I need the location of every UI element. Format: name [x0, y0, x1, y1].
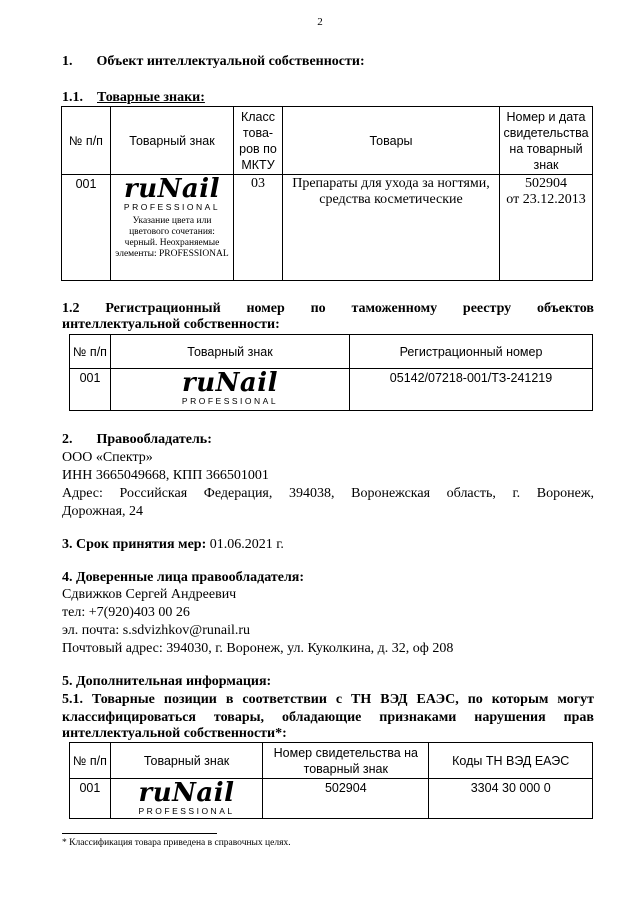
certificate-cell: 502904 — [263, 779, 429, 819]
row-num: 001 — [70, 369, 111, 411]
section-5-1-line3: интеллектуальной собственности*: — [62, 726, 287, 741]
section-5-heading: 5. Дополнительная информация: — [62, 674, 272, 689]
customs-registry-table — [69, 334, 593, 411]
trademarks-table — [61, 106, 593, 281]
section-4-heading: 4. Доверенные лица правообладателя: — [62, 570, 305, 585]
section-1-1-heading — [62, 90, 205, 106]
section-1-1-num: 1.1. — [62, 90, 83, 105]
holder-name: ООО «Спектр» — [62, 450, 153, 465]
footnote: * Классификация товара приведена в справочных целях. — [62, 838, 291, 848]
col-header-class: Класс това-ров по МКТУ — [234, 107, 283, 175]
reg-number-cell: 05142/07218-001/ТЗ-241219 — [350, 369, 593, 411]
holder-address-line2: Дорожная, 24 — [62, 504, 144, 519]
section-3-label: 3. Срок принятия мер: — [62, 537, 207, 552]
codes-cell: 3304 30 000 0 — [429, 779, 593, 819]
logo-subtitle: PROFESSIONAL — [123, 202, 221, 212]
section-2-title: Правообладатель: — [96, 432, 212, 447]
certificate-cell — [500, 175, 593, 281]
row-num: 001 — [62, 175, 111, 281]
logo-wordmark: ruNail — [124, 174, 220, 204]
col-header-num: № п/п — [62, 107, 111, 175]
col-header-trademark: Товарный знак — [110, 743, 262, 779]
section-3 — [62, 537, 284, 553]
class-cell: 03 — [234, 175, 283, 281]
logo-wordmark: ruNail — [138, 778, 235, 808]
section-1-2-line2: интеллектуальной собственности: — [62, 317, 280, 332]
runail-logo — [113, 780, 260, 816]
certificate-number: 502904 — [525, 176, 567, 191]
table-row — [62, 175, 593, 281]
runail-logo — [113, 370, 347, 406]
trustee-email: эл. почта: s.sdvizhkov@runail.ru — [62, 623, 251, 638]
goods-cell: Препараты для ухода за ногтями, средства косметические — [283, 175, 500, 281]
runail-logo — [113, 176, 231, 212]
holder-address-line1: Адрес: Российская Федерация, 394038, Воронежская область, г. Воронеж, — [62, 486, 594, 501]
trustee-name: Сдвижков Сергей Андреевич — [62, 587, 237, 602]
section-1-title: Объект интеллектуальной собственности: — [96, 54, 365, 69]
col-header-goods: Товары — [283, 107, 500, 175]
table-header-row — [70, 335, 593, 369]
section-1-1-title: Товарные знаки: — [97, 90, 205, 105]
section-1-num: 1. — [62, 54, 73, 69]
trademark-cell — [111, 369, 350, 411]
section-2-heading — [62, 432, 212, 448]
col-header-certificate: Номер свидетельства на товарный знак — [263, 743, 429, 779]
section-5-1-line2: классифицироваться товары, обладающие признаками нарушения прав — [62, 710, 594, 725]
section-5-1-line1: 5.1. Товарные позиции в соответствии с ТН ВЭД ЕАЭС, по которым могут — [62, 692, 594, 707]
tnved-codes-table — [69, 742, 593, 819]
logo-subtitle: PROFESSIONAL — [138, 806, 235, 816]
col-header-certificate: Номер и дата свидетельства на товарный знак — [500, 107, 593, 175]
col-header-num: № п/п — [70, 335, 111, 369]
row-num: 001 — [70, 779, 111, 819]
col-header-trademark: Товарный знак — [111, 335, 350, 369]
holder-inn: ИНН 3665049668, КПП 366501001 — [62, 468, 269, 483]
logo-wordmark: ruNail — [182, 368, 278, 398]
logo-subtitle: PROFESSIONAL — [181, 396, 279, 406]
section-2-num: 2. — [62, 432, 73, 447]
section-3-value: 01.06.2021 г. — [206, 537, 284, 552]
trustee-phone: тел: +7(920)403 00 26 — [62, 605, 190, 620]
col-header-reg-number: Регистрационный номер — [350, 335, 593, 369]
section-1-heading — [62, 54, 365, 70]
table-header-row — [62, 107, 593, 175]
trademark-note: Указание цвета или цветового сочетания: черный. Неохраняемые элементы: PROFESSIONAL — [115, 216, 229, 259]
col-header-trademark: Товарный знак — [111, 107, 234, 175]
col-header-num: № п/п — [70, 743, 111, 779]
trustee-post-address: Почтовый адрес: 394030, г. Воронеж, ул. Куколкина, д. 32, оф 208 — [62, 641, 454, 656]
section-1-2-line1: 1.2 Регистрационный номер по таможенному реестру объектов — [62, 301, 594, 316]
certificate-date: от 23.12.2013 — [506, 192, 586, 207]
page-number: 2 — [317, 16, 323, 28]
col-header-codes: Коды ТН ВЭД ЕАЭС — [429, 743, 593, 779]
table-header-row — [70, 743, 593, 779]
table-row — [70, 779, 593, 819]
footnote-divider — [62, 833, 217, 834]
trademark-cell — [111, 175, 234, 281]
trademark-cell — [110, 779, 262, 819]
table-row — [70, 369, 593, 411]
